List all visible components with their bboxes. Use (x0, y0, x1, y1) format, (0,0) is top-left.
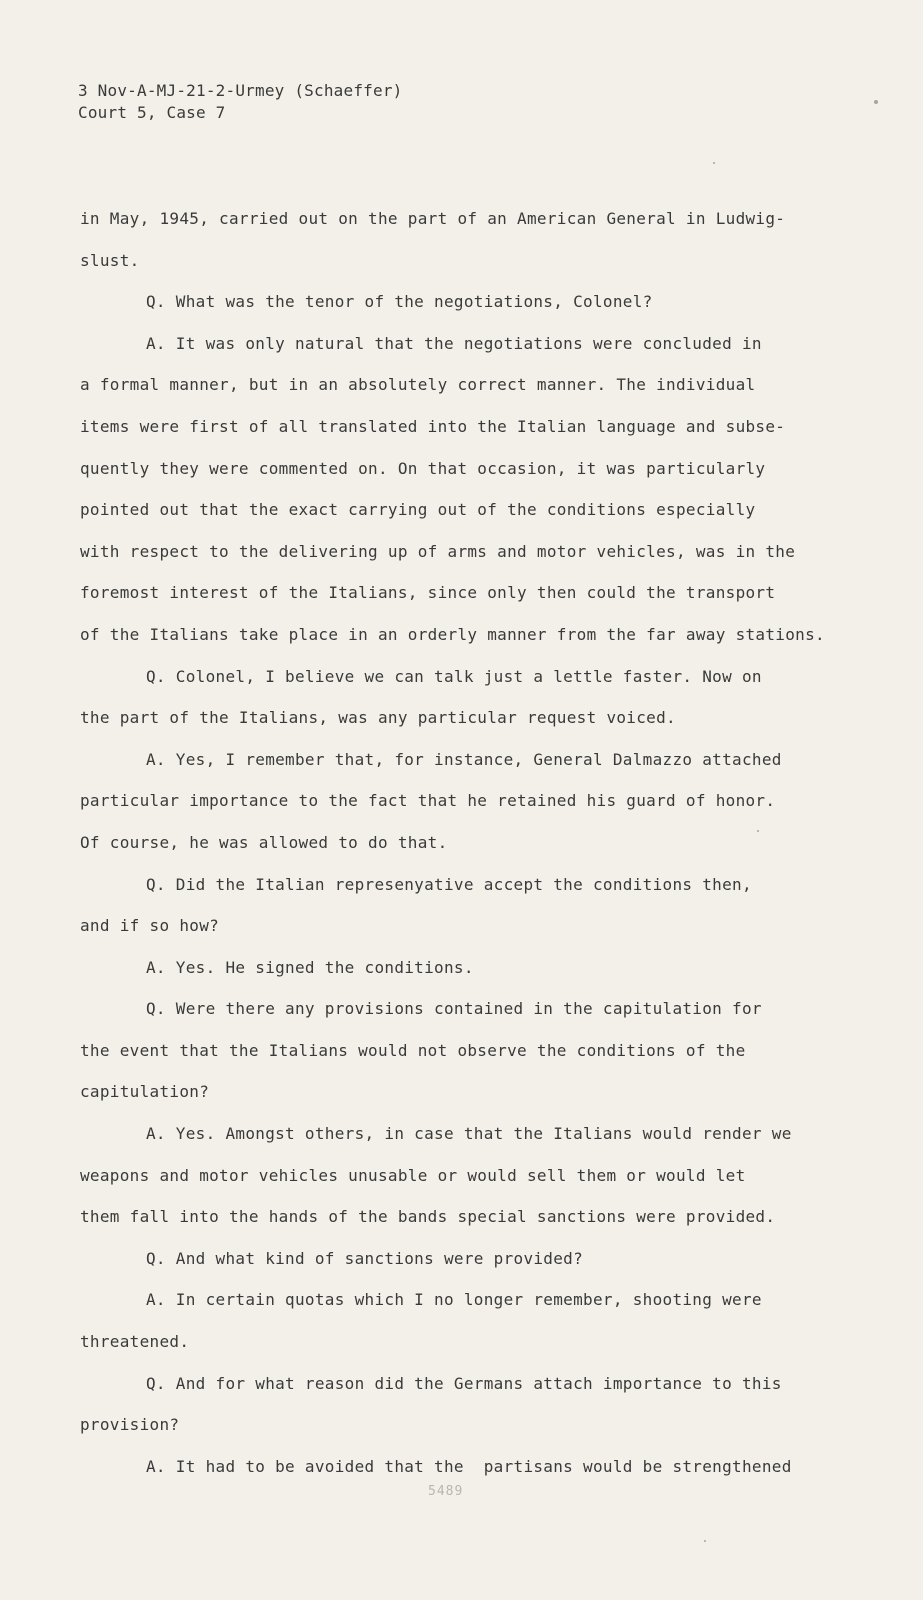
transcript-paragraph: A. In certain quotas which I no longer remember, shooting were threatened. (80, 1290, 762, 1352)
transcript-paragraph: Q. Did the Italian represenyative accept the conditions then, and if so how? (80, 874, 752, 936)
transcript-paragraph: Q. And what kind of sanctions were provided? (146, 1248, 584, 1268)
transcript-paragraph: A. Yes, I remember that, for instance, General Dalmazzo attached particular importance to the fact that he retained his guard of honor. Of course, he was allowed to do that. (80, 749, 782, 852)
paper-speck (704, 1540, 706, 1542)
court-case-line: Court 5, Case 7 (78, 103, 226, 122)
case-reference-line: 3 Nov-A-MJ-21-2-Urmey (Schaeffer) (78, 81, 403, 100)
transcript-paragraph: Q. Were there any provisions contained in the capitulation for the event that the Italians would not observe the conditions of the capitulation? (80, 999, 762, 1102)
paper-speck (713, 162, 715, 164)
document-header (78, 80, 402, 124)
transcript-paragraph: Q. And for what reason did the Germans attach importance to this provision? (80, 1373, 782, 1435)
page-number: 5489 (428, 1484, 464, 1499)
transcript-paragraph: A. It had to be avoided that the partisans would be strengthened (146, 1456, 792, 1476)
transcript-body (80, 198, 870, 1487)
transcript-paragraph: in May, 1945, carried out on the part of an American General in Ludwig- slust. (80, 209, 786, 270)
paper-speck (757, 830, 759, 832)
transcript-paragraph: Q. What was the tenor of the negotiations, Colonel? (146, 292, 653, 312)
paper-speck (874, 100, 878, 104)
transcript-paragraph: A. Yes. Amongst others, in case that the Italians would render we weapons and motor vehicles unusable or would sell them or would let them fall into the hands of the bands special sanctions were provided. (80, 1124, 792, 1227)
transcript-paragraph: A. It was only natural that the negotiations were concluded in a formal manner, but in an absolutely correct manner. The individual items were first of all translated into the Italian language and subse- quently they were commented on. On that occasion, it was particularly pointed out that the exact carrying out of the conditions especially with respect to the delivering up of arms and motor vehicles, was in the foremost interest of the Italians, since only then could the transport of the Italians take place in an orderly manner from the far away stations. (80, 333, 825, 644)
transcript-paragraph: Q. Colonel, I believe we can talk just a lettle faster. Now on the part of the Italians, was any particular request voiced. (80, 666, 762, 728)
transcript-paragraph: A. Yes. He signed the conditions. (146, 957, 474, 977)
